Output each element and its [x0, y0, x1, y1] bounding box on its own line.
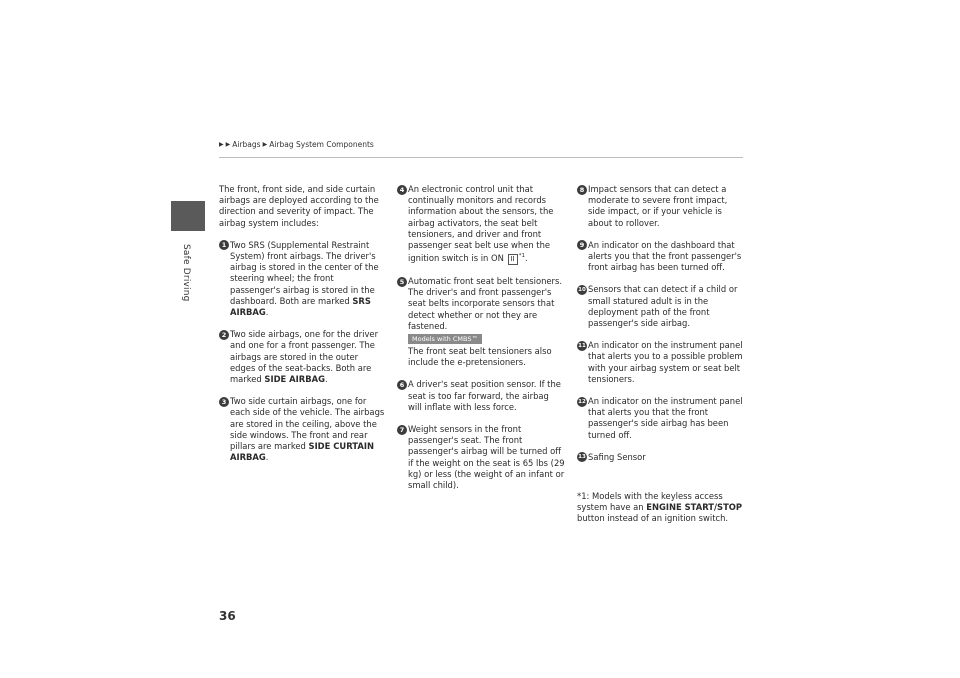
breadcrumb	[219, 140, 374, 149]
list-item: 6 A driver's seat position sensor. If the seat is too far forward, the airbag will inflate with less force.	[397, 379, 565, 413]
list-item: 3 Two side curtain airbags, one for each side of the vehicle. The airbags are stored in the ceiling, above the side windows. The front and rear pillars are marked SIDE CURTAIN AIRBAG.	[219, 396, 386, 463]
list-item: 1 Two SRS (Supplemental Restraint System) front airbags. The driver's airbag is stored in the center of the steering wheel; the front passenger's airbag is stored in the dashboard. Both are marked SRS AIRBAG.	[219, 240, 386, 318]
triangle-right-icon: ▶	[262, 141, 268, 148]
model-badge: Models with CMBS™	[408, 334, 482, 344]
filled-circle-number-icon: 1	[219, 240, 229, 250]
list-item: 7 Weight sensors in the front passenger's seat. The front passenger's airbag will be turned off if the weight on the seat is 65 lbs (29 kg) or less (the weight of an infant or small child).	[397, 424, 565, 491]
breadcrumb-item[interactable]: Airbag System Components	[269, 140, 374, 149]
filled-circle-number-icon: 11	[578, 342, 586, 349]
list-item: 2 Two side airbags, one for the driver and one for a front passenger. The airbags are stored in the outer edges of the seat-backs. Both are marked SIDE AIRBAG.	[219, 329, 386, 385]
column-2	[397, 184, 565, 502]
triangle-right-icon: ▶	[225, 141, 231, 148]
triangle-right-icon: ▶	[219, 141, 224, 148]
footnote-ref[interactable]: *1	[518, 253, 525, 260]
list-item: 9 An indicator on the dashboard that alerts you that the front passenger's front airbag has been turned off.	[577, 240, 747, 274]
intro-paragraph: The front, front side, and side curtain airbags are deployed according to the direction and severity of impact. The airbag system includes:	[219, 184, 379, 228]
list-item: 5 Automatic front seat belt tensioners. The driver's and front passenger's seat belts incorporate sensors that detect whether or not they are fastened. Models with CMBS™ The front seat belt tensioners also include the e-pretensioners.	[397, 276, 565, 368]
header-divider	[219, 157, 743, 158]
ignition-position-box: II	[508, 254, 518, 265]
list-item: 10 Sensors that can detect if a child or small statured adult is in the deployment path of the front passenger's side airbag.	[578, 284, 738, 329]
footnote: *1: Models with the keyless access system have an ENGINE START/STOP button instead of an ignition switch.	[577, 491, 743, 524]
list-item: 12 An indicator on the instrument panel that alerts you that the front passenger's side airbag has been turned off.	[578, 396, 743, 440]
filled-circle-number-icon: 13	[578, 454, 586, 461]
filled-circle-number-icon: 2	[219, 330, 229, 340]
filled-circle-number-icon: 5	[397, 277, 407, 287]
page-number: 36	[219, 609, 236, 623]
filled-circle-number-icon: 10	[578, 286, 586, 293]
breadcrumb-item[interactable]: Airbags	[232, 140, 261, 149]
list-item: 11 An indicator on the instrument panel that alerts you to a possible problem with your airbag system or seat belt tensioners.	[578, 340, 743, 384]
filled-circle-number-icon: 9	[577, 240, 587, 250]
column-3	[577, 184, 747, 474]
filled-circle-number-icon: 4	[397, 185, 407, 195]
filled-circle-number-icon: 3	[219, 397, 229, 407]
filled-circle-number-icon: 6	[397, 380, 407, 390]
list-item: 8 Impact sensors that can detect a moderate to severe front impact, side impact, or if your vehicle is about to rollover.	[577, 184, 747, 229]
section-side-label: Safe Driving	[181, 244, 191, 302]
filled-circle-number-icon: 8	[577, 185, 587, 195]
filled-circle-number-icon: 12	[578, 398, 586, 405]
column-1	[219, 184, 386, 474]
list-item: 13 Safing Sensor	[578, 451, 646, 462]
filled-circle-number-icon: 7	[397, 425, 407, 435]
section-tab	[171, 201, 205, 231]
list-item: 4 An electronic control unit that continually monitors and records information about the sensors, the airbag activators, the seat belt tensioners, and driver and front passenger seat belt use when the ignition switch is in ON II $^{*1}$.	[397, 184, 565, 265]
